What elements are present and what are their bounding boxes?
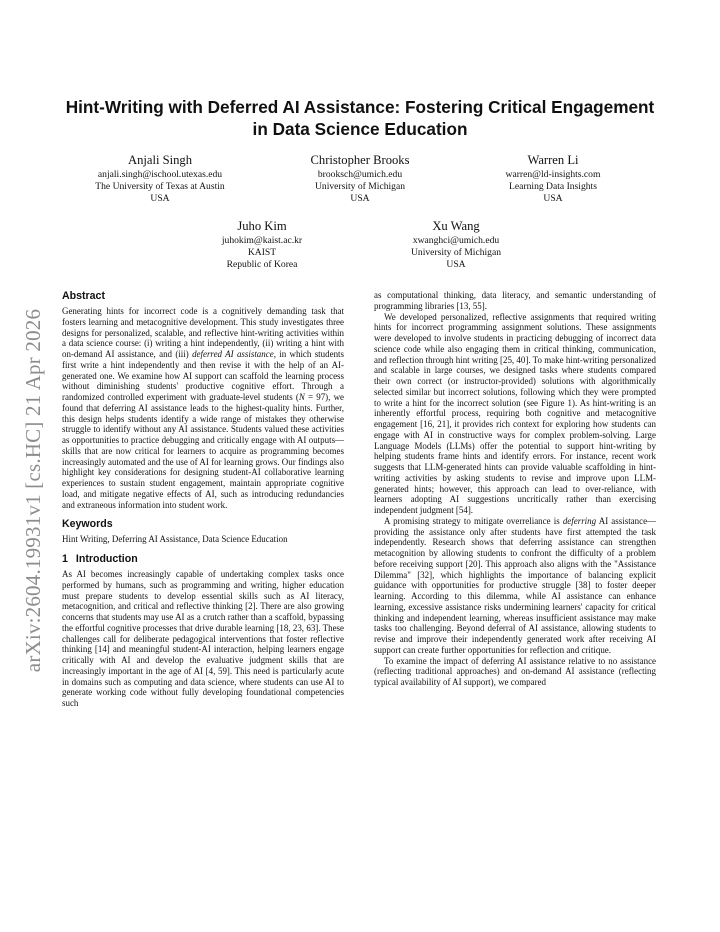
author-affiliation: Learning Data Insights	[509, 181, 597, 192]
author-email: xwanghci@umich.edu	[412, 235, 500, 246]
author-email: warren@ld-insights.com	[505, 169, 601, 180]
intro-paragraph-4: To examine the impact of deferring AI assistance relative to no assistance (reflecting traditional approaches) and on-demand AI assistance (reflecting typical availability of AI support), we compared	[374, 655, 656, 687]
author-name: Xu Wang	[432, 219, 480, 233]
author-block	[60, 152, 260, 205]
author-affiliation: The University of Texas at Austin	[95, 181, 225, 192]
intro-paragraph-2: We developed personalized, reflective assignments that required writing hints for incorrect programming assignment solutions. These assignments were developed to involve students in practicing debugging of incorrect data science code while also engaging them in critical thinking, communication, and reflection through hint writing [25, 40]. To make hint-writing personalized and scalable in large courses, we designed tasks where students compared their own correct (or instructor-provided) solutions with algorithmically selected similar but incorrect solutions, following which they were prompted to write a hint for the incorrect solution (see Figure 1). As hint-writing is an inherently effortful process, requiring both cognitive and metacognitive engagement [16, 21], it provides rich context for exploring how students can engage with AI in constructive ways for complex problem-solving. Large Language Models (LLMs) offer the potential to support hint-writing by helping students frame hints and identify errors. For instance, recent work suggests that LLM-generated hints can provide valuable scaffolding in hint-writing activities by asking students to revise and improve upon LLM-generated hints; however, this approach can lead to over-reliance, with learners adopting AI suggestions uncritically rather than exercising independent judgment [54].	[374, 311, 656, 515]
author-email: anjali.singh@ischool.utexas.edu	[97, 169, 223, 180]
intro-paragraph-1: As AI becomes increasingly capable of undertaking complex tasks once performed by humans, such as programming and writing, higher education must prepare students to develop essential skills such as AI literacy, metacognition, and critical and reflective thinking [2]. There are also growing concerns that students may use AI as a crutch rather than a scaffold, bypassing the effortful cognitive processes that drive durable learning [18, 23, 63]. These challenges call for deliberate pedagogical interventions that foster reflective thinking [14] and meaningful student-AI interaction, helping learners engage critically with AI and develop the evaluative judgment skills that are increasingly important in the age of AI [4, 59]. This need is particularly acute in domains such as computing and data science, where students can use AI to generate working code without fully developing foundational competencies such	[62, 569, 344, 708]
author-block	[356, 218, 556, 271]
author-affiliation: University of Michigan	[314, 181, 406, 192]
author-block	[162, 218, 362, 271]
author-block	[453, 152, 653, 205]
abstract-heading: Abstract	[62, 290, 105, 302]
intro-paragraph-3: A promising strategy to mitigate overreliance is deferring AI assistance—providing the assistance only after students have first attempted the task independently. Research shows that deferring assistance can strengthen metacognition by allowing students to confront the difficulty of a problem before receiving support [20]. This approach also aligns with the "Assistance Dilemma" [32], which highlights the importance of balancing explicit guidance with opportunities for productive struggle [38] to foster deeper learning. According to this dilemma, while AI assistance can enhance learning, excessive assistance risks undermining learners' capacity for critical thinking and independent learning, whereas insufficient assistance may make tasks too challenging. Beyond deferral of AI assistance, allowing students to revise and improve their independently generated work after receiving AI support can create further opportunities for reflection and critique.	[374, 515, 656, 655]
author-block	[260, 152, 460, 205]
right-column	[374, 290, 656, 688]
author-country: USA	[350, 193, 370, 204]
author-name: Warren Li	[527, 153, 579, 167]
author-country: USA	[150, 193, 170, 204]
author-name: Christopher Brooks	[310, 153, 410, 167]
author-email: juhokim@kaist.ac.kr	[221, 235, 303, 246]
author-email: brooksch@umich.edu	[317, 169, 403, 180]
author-affiliation: KAIST	[247, 247, 277, 258]
author-affiliation: University of Michigan	[410, 247, 502, 258]
author-name: Juho Kim	[237, 219, 287, 233]
paper-title: Hint-Writing with Deferred AI Assistance: Fostering Critical Engagement in Data Science Education	[65, 97, 655, 139]
author-country: USA	[543, 193, 563, 204]
author-name: Anjali Singh	[127, 153, 193, 167]
intro-paragraph-1-continued: as computational thinking, data literacy, and semantic understanding of programming libraries [13, 55].	[374, 290, 656, 311]
abstract-text: Generating hints for incorrect code is a cognitively demanding task that fosters learning and metacognitive development. This study investigates three designs for personalized, scalable, and reflective hint-writing activities within a data science course: (i) writing a hint independently, (ii) writing a hint with on-demand AI assistance, and (iii) deferred AI assistance, in which students first write a hint independently and then revise it with the help of an AI-generated one. We examine how AI support can scaffold the learning process without diminishing students' productive cognitive effort. Through a randomized controlled experiment with graduate-level students (N = 97), we found that deferring AI assistance leads to the highest-quality hints. Further, this design helps students identify a wide range of mistakes they otherwise struggle to identify without any AI assistance. Students valued these activities as opportunities to practice debugging and critically engage with AI outputs—skills that are now critical for learners to acquire as programming becomes increasingly automated and the use of AI for learning grows. Our findings also highlight key considerations for designing student-AI collaborative learning experiences to sustain student engagement, maintain appropriate cognitive load, and mitigate negative effects of AI, such as introducing redundancies and extraneous information into student work.	[62, 306, 344, 510]
left-column	[62, 290, 344, 709]
author-country: Republic of Korea	[226, 259, 298, 270]
author-country: USA	[446, 259, 466, 270]
section-heading-introduction: 1 Introduction	[62, 553, 138, 565]
keywords-text: Hint Writing, Deferring AI Assistance, Data Science Education	[62, 534, 288, 545]
arxiv-identifier: arXiv:2604.19931v1 [cs.HC] 21 Apr 2026	[21, 308, 46, 672]
keywords-heading: Keywords	[62, 518, 113, 531]
